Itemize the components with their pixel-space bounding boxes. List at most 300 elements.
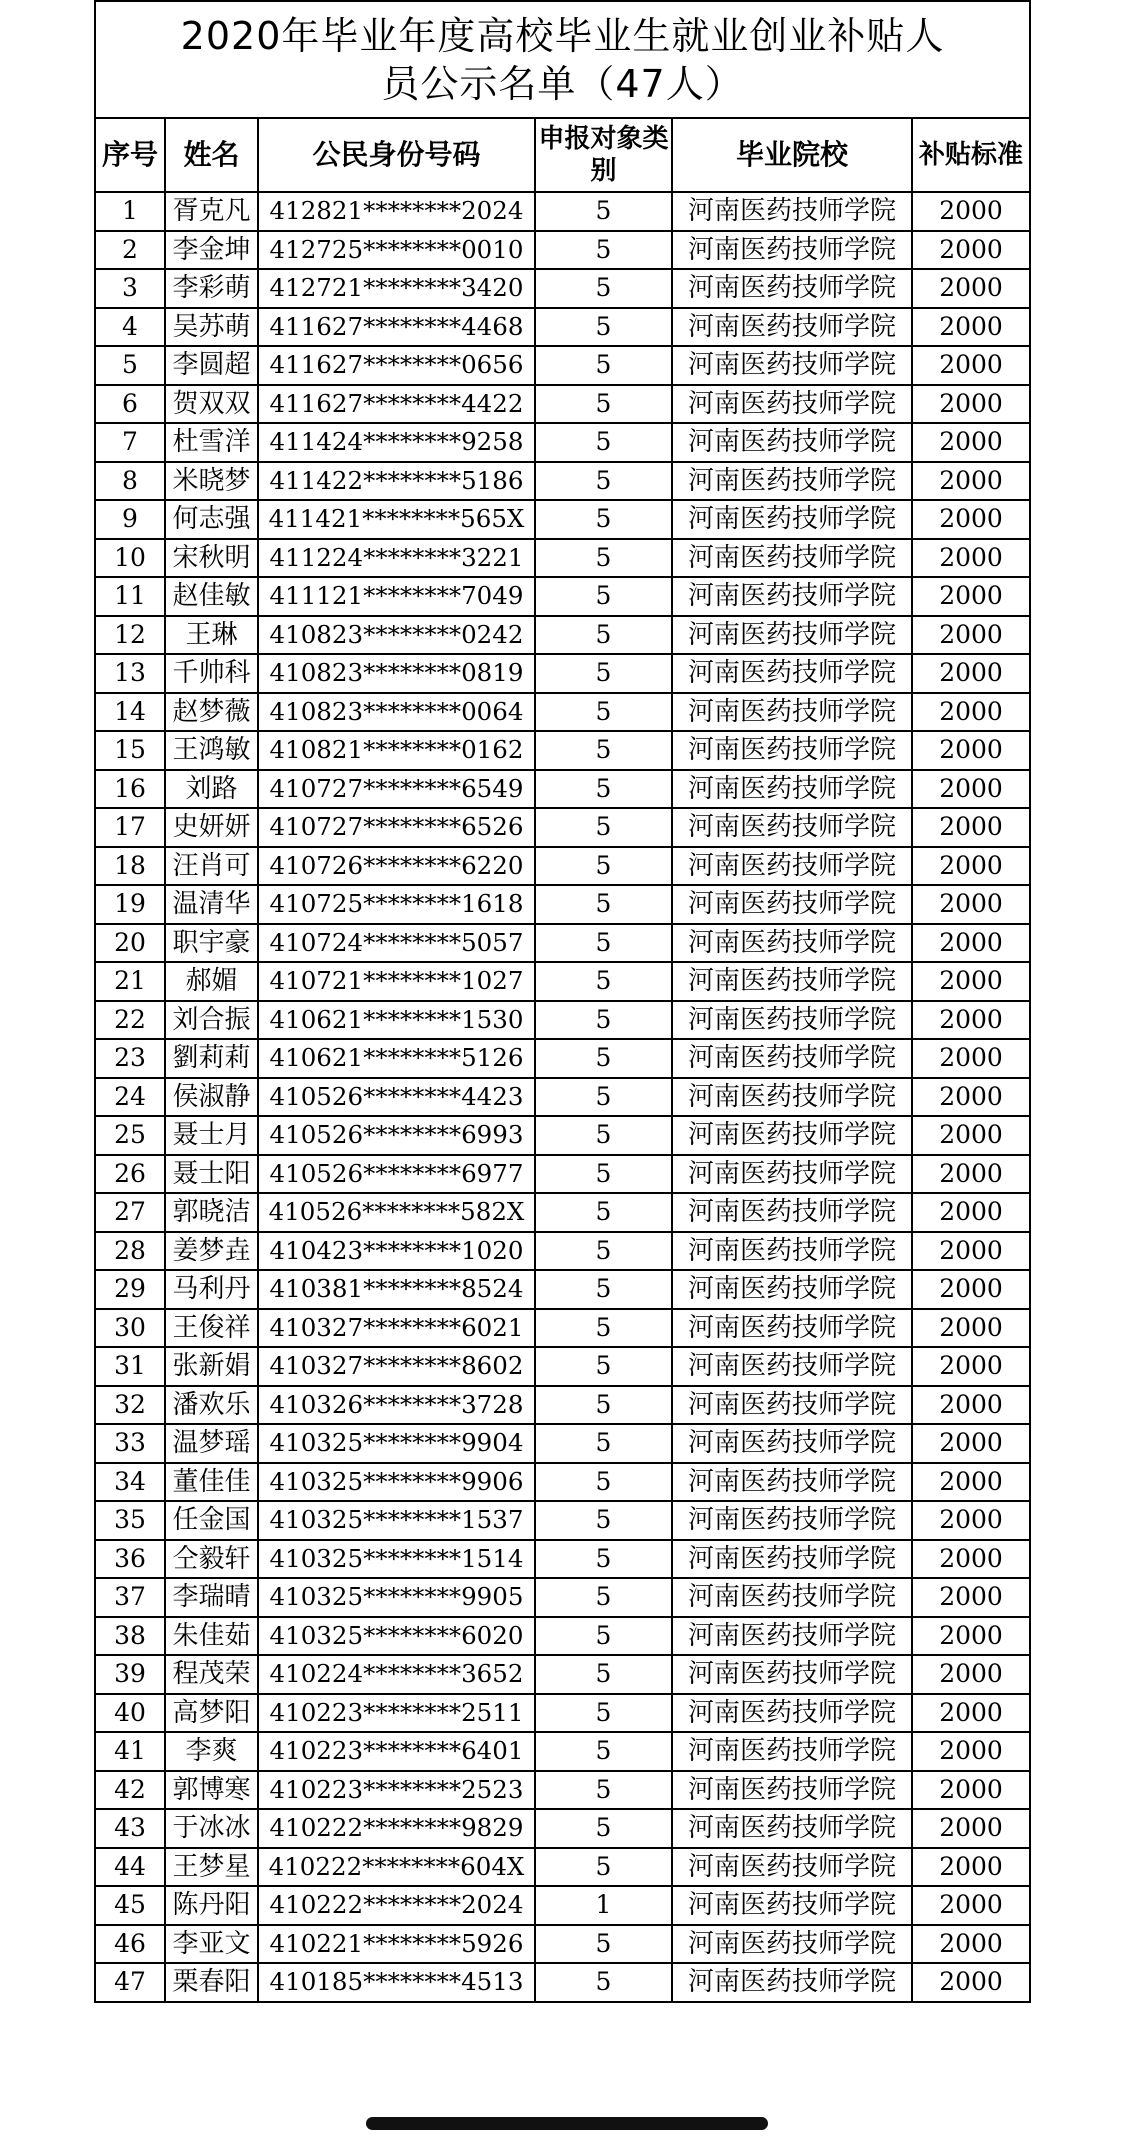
cell-school: 河南医药技师学院 [672,1809,912,1848]
table-row [95,1963,1030,2002]
cell-name: 赵佳敏 [165,577,258,616]
cell-index: 39 [95,1655,165,1694]
cell-name: 朱佳茹 [165,1617,258,1656]
cell-name: 任金国 [165,1501,258,1540]
cell-index: 31 [95,1347,165,1386]
cell-category: 5 [535,1155,672,1194]
cell-school: 河南医药技师学院 [672,1963,912,2002]
cell-name: 王琳 [165,616,258,655]
cell-id-number: 410221********5926 [258,1925,535,1964]
cell-index: 8 [95,462,165,501]
cell-category: 5 [535,1694,672,1733]
cell-category: 5 [535,1309,672,1348]
cell-subsidy: 2000 [912,1848,1030,1887]
cell-school: 河南医药技师学院 [672,1694,912,1733]
cell-category: 5 [535,616,672,655]
cell-index: 12 [95,616,165,655]
cell-name: 宋秋明 [165,539,258,578]
cell-index: 40 [95,1694,165,1733]
cell-school: 河南医药技师学院 [672,847,912,886]
cell-name: 吴苏萌 [165,308,258,347]
cell-subsidy: 2000 [912,616,1030,655]
cell-subsidy: 2000 [912,346,1030,385]
cell-subsidy: 2000 [912,1193,1030,1232]
cell-index: 41 [95,1732,165,1771]
cell-name: 潘欢乐 [165,1386,258,1425]
cell-index: 11 [95,577,165,616]
cell-index: 29 [95,1270,165,1309]
cell-index: 16 [95,770,165,809]
cell-category: 5 [535,308,672,347]
cell-school: 河南医药技师学院 [672,1848,912,1887]
cell-subsidy: 2000 [912,1155,1030,1194]
table-row [95,1694,1030,1733]
table-row [95,1771,1030,1810]
cell-subsidy: 2000 [912,808,1030,847]
cell-name: 董佳佳 [165,1463,258,1502]
table-row [95,385,1030,424]
cell-name: 郭晓洁 [165,1193,258,1232]
table-row [95,346,1030,385]
cell-index: 5 [95,346,165,385]
cell-school: 河南医药技师学院 [672,385,912,424]
cell-index: 24 [95,1078,165,1117]
home-indicator[interactable] [366,2117,768,2130]
cell-id-number: 410727********6549 [258,770,535,809]
cell-index: 45 [95,1886,165,1925]
cell-category: 5 [535,539,672,578]
cell-school: 河南医药技师学院 [672,1155,912,1194]
cell-category: 5 [535,423,672,462]
cell-subsidy: 2000 [912,731,1030,770]
cell-category: 5 [535,1039,672,1078]
cell-school: 河南医药技师学院 [672,539,912,578]
cell-name: 贺双双 [165,385,258,424]
cell-index: 35 [95,1501,165,1540]
cell-subsidy: 2000 [912,962,1030,1001]
cell-index: 28 [95,1232,165,1271]
cell-subsidy: 2000 [912,423,1030,462]
cell-name: 杜雪洋 [165,423,258,462]
cell-id-number: 410821********0162 [258,731,535,770]
table-row [95,1039,1030,1078]
cell-id-number: 410526********582X [258,1193,535,1232]
cell-subsidy: 2000 [912,269,1030,308]
cell-category: 5 [535,1617,672,1656]
cell-index: 36 [95,1540,165,1579]
cell-index: 44 [95,1848,165,1887]
cell-school: 河南医药技师学院 [672,1424,912,1463]
cell-category: 5 [535,1925,672,1964]
cell-subsidy: 2000 [912,1578,1030,1617]
cell-school: 河南医药技师学院 [672,269,912,308]
table-row [95,693,1030,732]
cell-index: 27 [95,1193,165,1232]
cell-school: 河南医药技师学院 [672,1309,912,1348]
cell-category: 5 [535,962,672,1001]
cell-id-number: 410823********0064 [258,693,535,732]
cell-id-number: 410325********1537 [258,1501,535,1540]
cell-subsidy: 2000 [912,1270,1030,1309]
table-row [95,1309,1030,1348]
cell-name: 温梦瑶 [165,1424,258,1463]
cell-category: 5 [535,1424,672,1463]
cell-school: 河南医药技师学院 [672,1270,912,1309]
table-row [95,654,1030,693]
cell-school: 河南医药技师学院 [672,1039,912,1078]
cell-subsidy: 2000 [912,1732,1030,1771]
cell-school: 河南医药技师学院 [672,1501,912,1540]
cell-id-number: 410222********604X [258,1848,535,1887]
cell-id-number: 410327********8602 [258,1347,535,1386]
cell-subsidy: 2000 [912,308,1030,347]
cell-subsidy: 2000 [912,1078,1030,1117]
cell-index: 25 [95,1116,165,1155]
cell-id-number: 410326********3728 [258,1386,535,1425]
cell-school: 河南医药技师学院 [672,577,912,616]
cell-subsidy: 2000 [912,885,1030,924]
table-row [95,847,1030,886]
cell-school: 河南医药技师学院 [672,500,912,539]
cell-school: 河南医药技师学院 [672,1771,912,1810]
cell-name: 刘路 [165,770,258,809]
cell-name: 张新娟 [165,1347,258,1386]
cell-subsidy: 2000 [912,693,1030,732]
cell-school: 河南医药技师学院 [672,1617,912,1656]
cell-school: 河南医药技师学院 [672,808,912,847]
cell-school: 河南医药技师学院 [672,423,912,462]
cell-index: 22 [95,1001,165,1040]
cell-id-number: 411422********5186 [258,462,535,501]
cell-id-number: 410726********6220 [258,847,535,886]
cell-school: 河南医药技师学院 [672,962,912,1001]
cell-category: 5 [535,1386,672,1425]
cell-school: 河南医药技师学院 [672,1232,912,1271]
cell-id-number: 410222********9829 [258,1809,535,1848]
cell-category: 5 [535,231,672,270]
table-row [95,1193,1030,1232]
cell-index: 15 [95,731,165,770]
cell-category: 5 [535,885,672,924]
cell-id-number: 410423********1020 [258,1232,535,1271]
cell-index: 23 [95,1039,165,1078]
cell-id-number: 410223********2523 [258,1771,535,1810]
cell-subsidy: 2000 [912,654,1030,693]
cell-index: 4 [95,308,165,347]
cell-name: 栗春阳 [165,1963,258,2002]
cell-subsidy: 2000 [912,770,1030,809]
title-row [95,1,1030,118]
table-row [95,308,1030,347]
cell-school: 河南医药技师学院 [672,731,912,770]
table-row [95,1270,1030,1309]
cell-category: 5 [535,500,672,539]
cell-id-number: 411121********7049 [258,577,535,616]
cell-category: 5 [535,1540,672,1579]
cell-category: 5 [535,1001,672,1040]
cell-category: 5 [535,1848,672,1887]
cell-index: 17 [95,808,165,847]
cell-name: 李彩萌 [165,269,258,308]
cell-id-number: 410724********5057 [258,924,535,963]
cell-subsidy: 2000 [912,1617,1030,1656]
cell-name: 何志强 [165,500,258,539]
table-row [95,423,1030,462]
cell-category: 5 [535,1193,672,1232]
cell-category: 5 [535,770,672,809]
cell-school: 河南医药技师学院 [672,885,912,924]
cell-school: 河南医药技师学院 [672,1001,912,1040]
table-row [95,808,1030,847]
cell-subsidy: 2000 [912,1039,1030,1078]
cell-category: 5 [535,924,672,963]
cell-category: 5 [535,346,672,385]
cell-id-number: 410721********1027 [258,962,535,1001]
header-id-number: 公民身份号码 [258,118,535,192]
cell-name: 李爽 [165,1732,258,1771]
cell-category: 5 [535,1578,672,1617]
cell-name: 赵梦薇 [165,693,258,732]
cell-name: 郭博寒 [165,1771,258,1810]
cell-id-number: 410325********9905 [258,1578,535,1617]
cell-index: 33 [95,1424,165,1463]
table-row [95,770,1030,809]
cell-school: 河南医药技师学院 [672,770,912,809]
cell-index: 9 [95,500,165,539]
table-row [95,616,1030,655]
cell-category: 5 [535,1078,672,1117]
cell-category: 5 [535,577,672,616]
cell-subsidy: 2000 [912,1309,1030,1348]
cell-name: 陈丹阳 [165,1886,258,1925]
cell-index: 43 [95,1809,165,1848]
cell-category: 5 [535,1501,672,1540]
cell-school: 河南医药技师学院 [672,1655,912,1694]
cell-subsidy: 2000 [912,1925,1030,1964]
cell-category: 5 [535,192,672,231]
cell-subsidy: 2000 [912,847,1030,886]
cell-subsidy: 2000 [912,231,1030,270]
cell-category: 5 [535,731,672,770]
cell-id-number: 410224********3652 [258,1655,535,1694]
table-row [95,731,1030,770]
cell-id-number: 410325********9906 [258,1463,535,1502]
document-title [95,1,1030,118]
table-row [95,1232,1030,1271]
cell-subsidy: 2000 [912,1424,1030,1463]
cell-category: 5 [535,654,672,693]
table-row [95,1848,1030,1887]
cell-school: 河南医药技师学院 [672,693,912,732]
table-row [95,1116,1030,1155]
header-school: 毕业院校 [672,118,912,192]
cell-name: 千帅科 [165,654,258,693]
cell-subsidy: 2000 [912,577,1030,616]
cell-school: 河南医药技师学院 [672,1193,912,1232]
cell-id-number: 411224********3221 [258,539,535,578]
cell-name: 汪肖可 [165,847,258,886]
cell-name: 李圆超 [165,346,258,385]
cell-index: 13 [95,654,165,693]
table-row [95,962,1030,1001]
cell-id-number: 410381********8524 [258,1270,535,1309]
header-category: 申报对象类别 [535,118,672,192]
cell-subsidy: 2000 [912,192,1030,231]
cell-category: 5 [535,1732,672,1771]
cell-index: 46 [95,1925,165,1964]
cell-id-number: 410526********4423 [258,1078,535,1117]
cell-subsidy: 2000 [912,1771,1030,1810]
table-row [95,500,1030,539]
cell-index: 47 [95,1963,165,2002]
table-row [95,192,1030,231]
cell-name: 史妍妍 [165,808,258,847]
cell-school: 河南医药技师学院 [672,616,912,655]
cell-school: 河南医药技师学院 [672,1347,912,1386]
cell-index: 7 [95,423,165,462]
subsidy-table [94,0,1031,2003]
header-row [95,118,1030,192]
cell-subsidy: 2000 [912,1540,1030,1579]
cell-id-number: 412821********2024 [258,192,535,231]
cell-category: 5 [535,1270,672,1309]
cell-category: 5 [535,1463,672,1502]
cell-subsidy: 2000 [912,1463,1030,1502]
table-row [95,924,1030,963]
cell-school: 河南医药技师学院 [672,462,912,501]
cell-category: 5 [535,1116,672,1155]
cell-id-number: 410725********1618 [258,885,535,924]
cell-id-number: 410223********2511 [258,1694,535,1733]
cell-id-number: 411627********4422 [258,385,535,424]
table-row [95,1809,1030,1848]
cell-index: 30 [95,1309,165,1348]
cell-subsidy: 2000 [912,1386,1030,1425]
cell-name: 李瑞晴 [165,1578,258,1617]
cell-id-number: 411627********0656 [258,346,535,385]
cell-category: 5 [535,1347,672,1386]
cell-school: 河南医药技师学院 [672,1078,912,1117]
cell-name: 王鸿敏 [165,731,258,770]
cell-name: 米晓梦 [165,462,258,501]
cell-school: 河南医药技师学院 [672,924,912,963]
cell-index: 26 [95,1155,165,1194]
cell-id-number: 410823********0242 [258,616,535,655]
header-name: 姓名 [165,118,258,192]
cell-index: 18 [95,847,165,886]
cell-id-number: 410325********9904 [258,1424,535,1463]
cell-id-number: 410823********0819 [258,654,535,693]
cell-category: 5 [535,1809,672,1848]
cell-name: 郝媚 [165,962,258,1001]
cell-category: 5 [535,1771,672,1810]
cell-name: 胥克凡 [165,192,258,231]
cell-name: 马利丹 [165,1270,258,1309]
cell-name: 高梦阳 [165,1694,258,1733]
cell-category: 1 [535,1886,672,1925]
cell-category: 5 [535,693,672,732]
cell-school: 河南医药技师学院 [672,1578,912,1617]
header-subsidy: 补贴标准 [912,118,1030,192]
cell-school: 河南医药技师学院 [672,1886,912,1925]
table-row [95,1386,1030,1425]
cell-id-number: 411421********565X [258,500,535,539]
cell-id-number: 410325********6020 [258,1617,535,1656]
cell-name: 侯淑静 [165,1078,258,1117]
cell-index: 42 [95,1771,165,1810]
cell-subsidy: 2000 [912,1347,1030,1386]
table-body [95,192,1030,2002]
cell-index: 20 [95,924,165,963]
cell-subsidy: 2000 [912,924,1030,963]
cell-id-number: 410325********1514 [258,1540,535,1579]
cell-subsidy: 2000 [912,1501,1030,1540]
cell-subsidy: 2000 [912,1116,1030,1155]
cell-name: 仝毅轩 [165,1540,258,1579]
cell-index: 32 [95,1386,165,1425]
cell-index: 6 [95,385,165,424]
cell-category: 5 [535,1232,672,1271]
cell-subsidy: 2000 [912,385,1030,424]
cell-category: 5 [535,462,672,501]
cell-id-number: 410185********4513 [258,1963,535,2002]
cell-name: 聂士阳 [165,1155,258,1194]
table-row [95,462,1030,501]
cell-name: 温清华 [165,885,258,924]
table-row [95,1463,1030,1502]
cell-subsidy: 2000 [912,1886,1030,1925]
cell-index: 2 [95,231,165,270]
table-row [95,1501,1030,1540]
cell-name: 职宇豪 [165,924,258,963]
cell-index: 34 [95,1463,165,1502]
cell-category: 5 [535,269,672,308]
cell-name: 程茂荣 [165,1655,258,1694]
cell-subsidy: 2000 [912,1694,1030,1733]
cell-school: 河南医药技师学院 [672,1463,912,1502]
table-row [95,539,1030,578]
cell-subsidy: 2000 [912,1963,1030,2002]
cell-id-number: 410727********6526 [258,808,535,847]
cell-name: 王梦星 [165,1848,258,1887]
cell-subsidy: 2000 [912,500,1030,539]
cell-school: 河南医药技师学院 [672,192,912,231]
cell-name: 于冰冰 [165,1809,258,1848]
cell-category: 5 [535,1655,672,1694]
table-row [95,1617,1030,1656]
cell-index: 38 [95,1617,165,1656]
cell-school: 河南医药技师学院 [672,231,912,270]
cell-category: 5 [535,847,672,886]
table-row [95,1001,1030,1040]
cell-school: 河南医药技师学院 [672,1925,912,1964]
table-row [95,1078,1030,1117]
cell-id-number: 410222********2024 [258,1886,535,1925]
cell-school: 河南医药技师学院 [672,1116,912,1155]
cell-index: 19 [95,885,165,924]
cell-id-number: 410526********6977 [258,1155,535,1194]
cell-name: 聂士月 [165,1116,258,1155]
cell-id-number: 412721********3420 [258,269,535,308]
cell-subsidy: 2000 [912,1001,1030,1040]
title-line-1: 2020年毕业年度高校毕业生就业创业补贴人 [180,13,945,58]
cell-category: 5 [535,385,672,424]
title-line-2: 员公示名单（47人） [381,61,744,106]
table-row [95,269,1030,308]
cell-school: 河南医药技师学院 [672,1540,912,1579]
cell-subsidy: 2000 [912,462,1030,501]
cell-id-number: 410526********6993 [258,1116,535,1155]
